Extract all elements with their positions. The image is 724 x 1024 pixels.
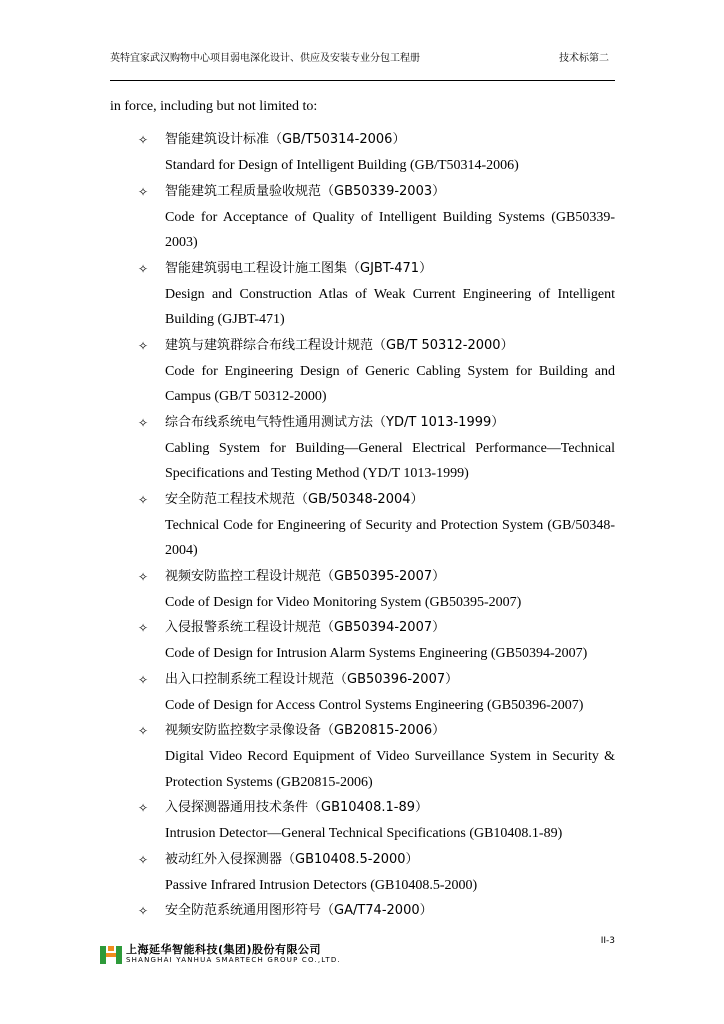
- standard-title-en: Standard for Design of Intelligent Building (GB/T50314-2006): [165, 158, 519, 173]
- list-item: [110, 487, 615, 564]
- standard-title-cn-text: 安全防范工程技术规范（GB/50348-2004）: [165, 491, 424, 507]
- diamond-bullet-icon: ✧: [138, 569, 149, 584]
- standards-list: [110, 127, 615, 924]
- standard-title-en: Cabling System for Building—General Electrical Performance—Technical Specifications and Testing Method (YD/T 1013-1999): [165, 440, 615, 481]
- list-item: [110, 615, 615, 667]
- standard-title-cn: [110, 179, 615, 205]
- list-item: [110, 718, 615, 795]
- standard-title-cn: [110, 410, 615, 436]
- standard-title-cn: [110, 898, 615, 924]
- standard-title-en: Digital Video Record Equipment of Video Surveillance System in Security & Protection Systems (GB20815-2006): [165, 749, 615, 790]
- diamond-bullet-icon: ✧: [138, 261, 149, 276]
- diamond-bullet-icon: ✧: [138, 621, 149, 635]
- standard-title-en: Intrusion Detector—General Technical Specifications (GB10408.1-89): [165, 826, 563, 841]
- standard-title-en: Code of Design for Access Control Systems Engineering (GB50396-2007): [165, 697, 584, 713]
- standard-title-cn-text: 出入口控制系统工程设计规范（GB50396-2007）: [165, 671, 459, 687]
- list-item: [110, 410, 615, 487]
- diamond-bullet-icon: ✧: [138, 492, 149, 507]
- list-item: [110, 898, 615, 924]
- company-name-en: SHANGHAI YANHUA SMARTECH GROUP CO.,LTD.: [126, 956, 341, 964]
- list-item: [110, 256, 615, 333]
- standard-title-en: Code for Engineering Design of Generic Cabling System for Building and Campus (GB/T 50312-2000): [165, 363, 615, 404]
- standard-title-en: Technical Code for Engineering of Security and Protection System (GB/50348-2004): [165, 517, 615, 558]
- company-logo-icon: [100, 944, 122, 966]
- diamond-bullet-icon: ✧: [138, 852, 149, 867]
- standard-title-cn-text: 入侵探测器通用技术条件（GB10408.1-89）: [165, 800, 428, 815]
- diamond-bullet-icon: ✧: [138, 904, 149, 918]
- standard-title-cn-text: 建筑与建筑群综合布线工程设计规范（GB/T 50312-2000）: [165, 337, 514, 353]
- diamond-bullet-icon: ✧: [138, 415, 149, 430]
- standard-title-cn: [110, 564, 615, 590]
- standard-title-cn-text: 视频安防监控工程设计规范（GB50395-2007）: [165, 568, 446, 584]
- diamond-bullet-icon: ✧: [138, 724, 149, 738]
- company-name-cn: 上海延华智能科技(集团)股份有限公司: [126, 943, 322, 956]
- diamond-bullet-icon: ✧: [138, 801, 149, 815]
- standard-title-cn: [110, 487, 615, 513]
- standard-title-en: Passive Infrared Intrusion Detectors (GB10408.5-2000): [165, 877, 478, 893]
- page-number: II-3: [600, 936, 615, 946]
- diamond-bullet-icon: ✧: [138, 338, 149, 353]
- document-label: 技术标第二: [559, 53, 609, 64]
- standard-title-cn-text: 被动红外入侵探测器（GB10408.5-2000）: [165, 851, 419, 867]
- standard-title-cn: [110, 333, 615, 359]
- page-footer: [100, 936, 615, 970]
- standard-title-cn-text: 综合布线系统电气特性通用测试方法（YD/T 1013-1999）: [165, 414, 505, 430]
- standard-title-cn: [110, 847, 615, 873]
- intro-text: in force, including but not limited to:: [110, 99, 318, 114]
- diamond-bullet-icon: ✧: [138, 672, 149, 687]
- standard-title-cn-text: 智能建筑弱电工程设计施工图集（GJBT-471）: [165, 260, 433, 276]
- diamond-bullet-icon: ✧: [138, 184, 149, 199]
- page-header: [110, 52, 615, 81]
- standard-title-en: Code of Design for Video Monitoring System (GB50395-2007): [165, 594, 522, 610]
- list-item: [110, 795, 615, 847]
- list-item: [110, 847, 615, 899]
- list-item: [110, 667, 615, 719]
- standard-title-cn: [110, 667, 615, 693]
- standard-title-cn-text: 智能建筑设计标准（GB/T50314-2006）: [165, 132, 406, 147]
- standard-title-cn: [110, 127, 615, 153]
- list-item: [110, 333, 615, 410]
- standard-title-cn: [110, 795, 615, 821]
- standard-title-cn: [110, 615, 615, 641]
- list-item: [110, 179, 615, 256]
- diamond-bullet-icon: ✧: [138, 133, 149, 147]
- standard-title-en: Code of Design for Intrusion Alarm Systems Engineering (GB50394-2007): [165, 646, 588, 661]
- standard-title-en: Design and Construction Atlas of Weak Current Engineering of Intelligent Building (GJBT-471): [165, 286, 615, 327]
- project-title: 英特宜家武汉购物中心项目弱电深化设计、供应及安装专业分包工程册: [110, 53, 420, 64]
- standard-title-en: Code for Acceptance of Quality of Intelligent Building Systems (GB50339-2003): [165, 209, 615, 250]
- list-item: [110, 127, 615, 179]
- standard-title-cn-text: 智能建筑工程质量验收规范（GB50339-2003）: [165, 183, 446, 199]
- standard-title-cn-text: 入侵报警系统工程设计规范（GB50394-2007）: [165, 620, 446, 635]
- standard-title-cn-text: 安全防范系统通用图形符号（GA/T74-2000）: [165, 903, 433, 918]
- standard-title-cn: [110, 718, 615, 744]
- standard-title-cn: [110, 256, 615, 282]
- list-item: [110, 564, 615, 616]
- standard-title-cn-text: 视频安防监控数字录像设备（GB20815-2006）: [165, 723, 446, 738]
